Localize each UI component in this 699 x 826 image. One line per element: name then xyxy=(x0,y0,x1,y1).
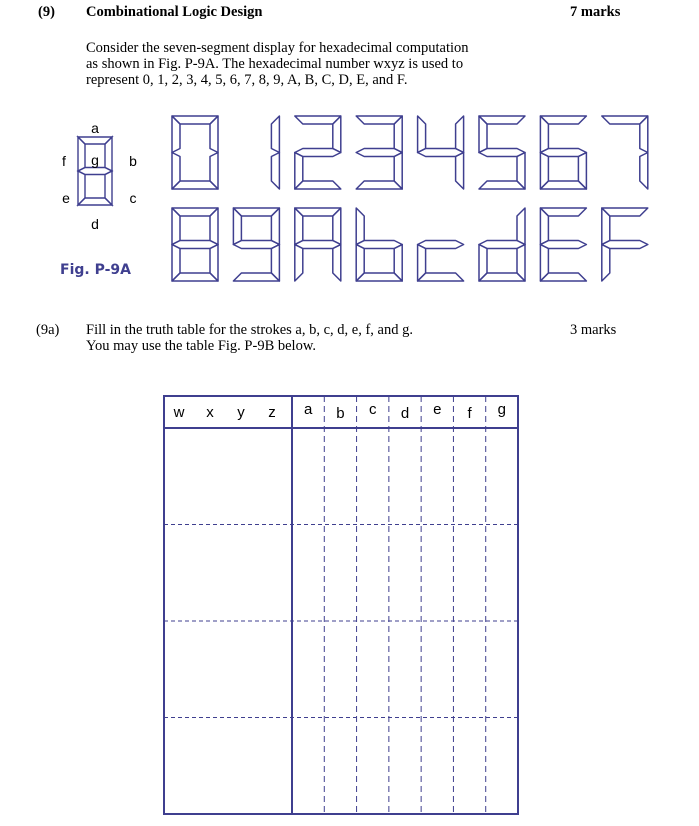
output-header-g: g xyxy=(497,401,507,418)
segment-label-g: g xyxy=(91,152,99,168)
output-header-b: b xyxy=(336,405,345,422)
input-header-z: z xyxy=(268,404,276,421)
output-header-f: f xyxy=(467,405,472,422)
subquestion-text-line: Fill in the truth table for the strokes a, b, c, d, e, f, and g. xyxy=(86,322,413,338)
question-text-line: represent 0, 1, 2, 3, 4, 5, 6, 7, 8, 9, A, B, C, D, E, and F. xyxy=(86,72,408,88)
output-header-a: a xyxy=(303,401,313,418)
input-header-x: x xyxy=(206,404,214,421)
segment-label-c: c xyxy=(129,190,137,206)
question-marks: 7 marks xyxy=(570,4,621,20)
question-title: Combinational Logic Design xyxy=(86,4,263,20)
segment-label-a: a xyxy=(91,120,99,136)
question-text-line: as shown in Fig. P-9A. The hexadecimal number wxyz is used to xyxy=(86,56,464,72)
output-header-c: c xyxy=(368,401,377,418)
input-header-y: y xyxy=(237,404,245,421)
subquestion-number: (9a) xyxy=(36,322,60,338)
segment-label-e: e xyxy=(62,190,70,206)
table-border xyxy=(164,396,518,814)
figure-caption: Fig. P-9A xyxy=(60,262,131,278)
segment-label-d: d xyxy=(91,216,99,232)
segment-label-f: f xyxy=(62,153,66,169)
segment-label-b: b xyxy=(129,153,137,169)
input-header-w: w xyxy=(173,404,185,421)
truth-table-grid xyxy=(164,396,518,814)
question-number: (9) xyxy=(38,4,55,20)
subquestion-text-line: You may use the table Fig. P-9B below. xyxy=(86,338,316,354)
subquestion-marks: 3 marks xyxy=(570,322,617,338)
output-header-e: e xyxy=(433,401,442,418)
question-text-line: Consider the seven-segment display for hexadecimal computation xyxy=(86,40,469,56)
output-header-d: d xyxy=(400,405,410,422)
